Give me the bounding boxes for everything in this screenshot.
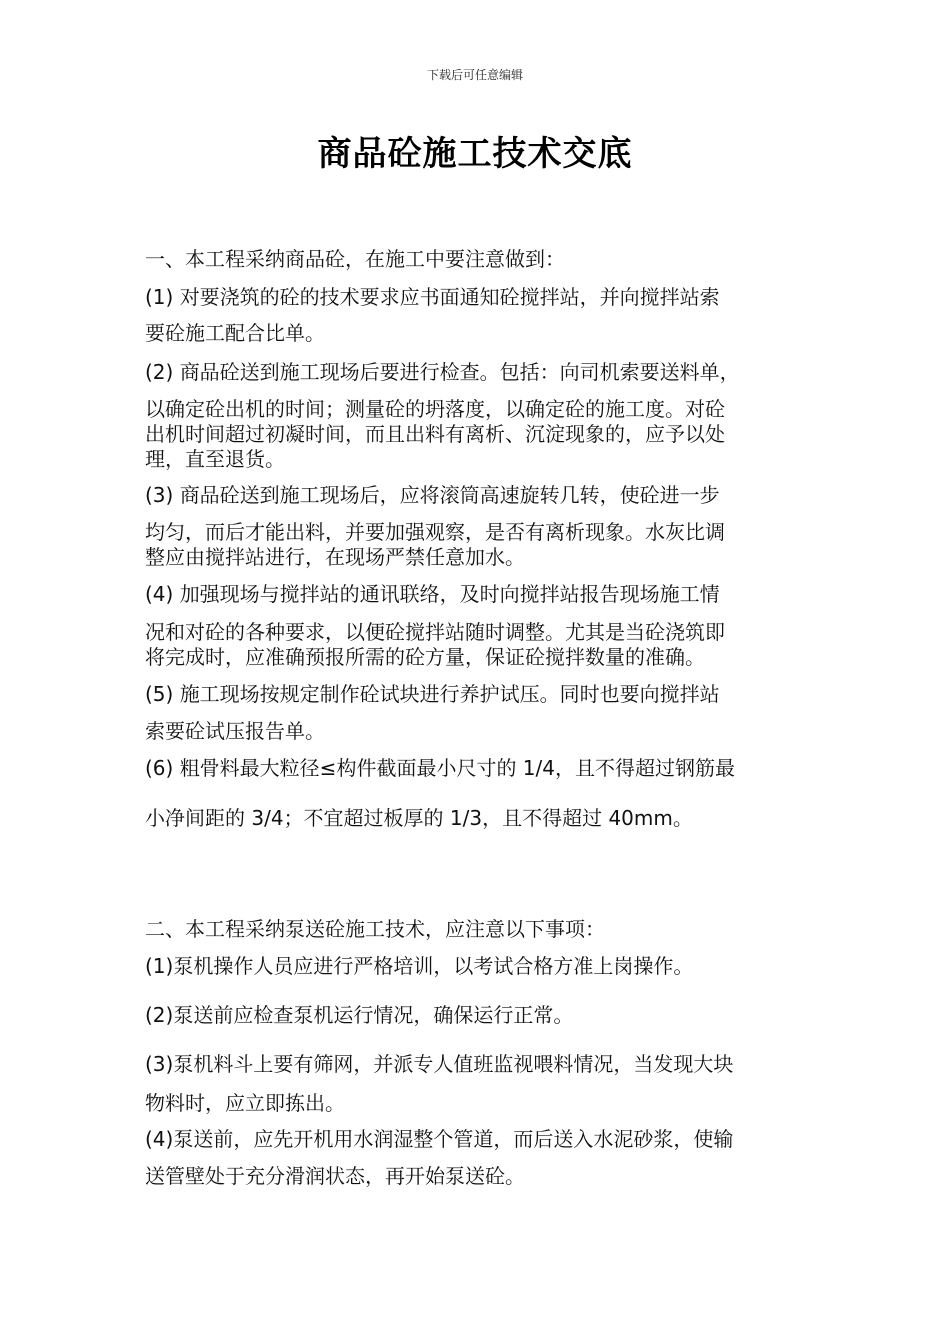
paragraph-line: 索要砼试压报告单。 [145,719,325,743]
paragraph-line: 要砼施工配合比单。 [145,321,325,345]
paragraph-line: 理，直至退货。 [145,447,285,471]
document-title: 商品砼施工技术交底 [317,134,633,174]
paragraph-line: 小净间距的 3/4；不宜超过板厚的 1/3，且不得超过 40mm。 [145,806,693,830]
paragraph-line: 以确定砼出机的时间；测量砼的坍落度，以确定砼的施工度。对砼 [145,397,725,421]
paragraph-line: (6) 粗骨料最大粒径≤构件截面最小尺寸的 1/4，且不得超过钢筋最 [145,756,735,780]
paragraph-line: 况和对砼的各种要求，以便砼搅拌站随时调整。尤其是当砼浇筑即 [145,620,725,644]
paragraph-line: 出机时间超过初凝时间，而且出料有离析、沉淀现象的，应予以处 [145,422,725,446]
paragraph-line: (1) 对要浇筑的砼的技术要求应书面通知砼搅拌站，并向搅拌站索 [145,285,720,309]
paragraph-line: (3) 商品砼送到施工现场后，应将滚筒高速旋转几转，使砼进一步 [145,483,720,507]
section-1-heading: 一、本工程采纳商品砼，在施工中要注意做到： [145,247,565,271]
paragraph-line: 送管壁处于充分滑润状态，再开始泵送砼。 [145,1164,525,1188]
paragraph-line: (2) 商品砼送到施工现场后要进行检查。包括：向司机索要送料单， [145,360,740,384]
paragraph-line: (2)泵送前应检查泵机运行情况，确保运行正常。 [145,1003,574,1027]
paragraph-line: 整应由搅拌站进行，在现场严禁任意加水。 [145,545,525,569]
paragraph-line: (1)泵机操作人员应进行严格培训，以考试合格方准上岗操作。 [145,954,694,978]
paragraph-line: 将完成时，应准确预报所需的砼方量，保证砼搅拌数量的准确。 [145,645,705,669]
paragraph-line: 均匀，而后才能出料，并要加强观察，是否有离析现象。水灰比调 [145,520,725,544]
paragraph-line: (4)泵送前，应先开机用水润湿整个管道，而后送入水泥砂浆，使输 [145,1127,734,1151]
paragraph-line: (4) 加强现场与搅拌站的通讯联络，及时向搅拌站报告现场施工情 [145,582,720,606]
header-note: 下载后可任意编辑 [426,68,523,82]
section-2-heading: 二、本工程采纳泵送砼施工技术，应注意以下事项： [145,917,605,941]
paragraph-line: (3)泵机料斗上要有筛网，并派专人值班监视喂料情况，当发现大块 [145,1052,734,1076]
paragraph-line: (5) 施工现场按规定制作砼试块进行养护试压。同时也要向搅拌站 [145,682,720,706]
paragraph-line: 物料时，应立即拣出。 [145,1091,345,1115]
